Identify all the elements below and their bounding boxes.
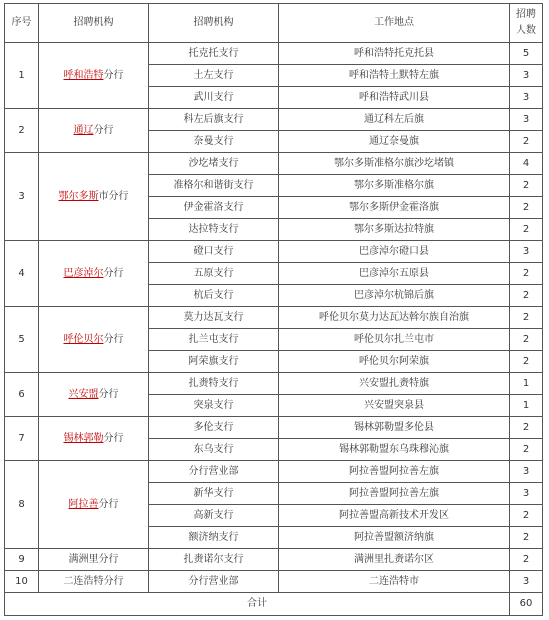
count-cell: 2 [510,439,543,461]
sub-branch-cell: 扎兰屯支行 [149,329,279,351]
branch-cell [39,461,149,549]
location-cell: 阿拉善盟高新技术开发区 [279,505,510,527]
table-row [5,417,543,439]
sub-branch-cell: 土左支行 [149,65,279,87]
sub-branch-cell: 扎赉诺尔支行 [149,549,279,571]
sub-branch-cell: 杭后支行 [149,285,279,307]
branch-cell [39,241,149,307]
recruitment-table [4,3,543,616]
header-count-line1: 招聘 [516,9,536,20]
table-row [5,153,543,175]
location-cell: 锡林郭勒盟多伦县 [279,417,510,439]
count-cell: 2 [510,131,543,153]
branch-suffix: 市分行 [98,190,129,202]
location-cell: 二连浩特市 [279,571,510,593]
header-sub-branch: 招聘机构 [149,4,279,43]
branch-suffix: 分行 [98,498,119,510]
count-cell: 3 [510,461,543,483]
count-cell: 2 [510,307,543,329]
location-cell: 兴安盟突泉县 [279,395,510,417]
sub-branch-cell: 突泉支行 [149,395,279,417]
city-link[interactable]: 兴安盟 [68,388,99,400]
branch-cell [39,307,149,373]
sub-branch-cell: 武川支行 [149,87,279,109]
table-row [5,109,543,131]
branch-suffix: 分行 [103,333,124,345]
branch-cell [39,153,149,241]
branch-cell [39,571,149,593]
location-cell: 呼和浩特土默特左旗 [279,65,510,87]
count-cell: 2 [510,175,543,197]
city-link[interactable]: 鄂尔多斯 [58,190,99,202]
seq-cell: 8 [5,461,39,549]
city-link[interactable]: 通辽 [73,124,94,136]
header-count [510,4,543,43]
branch-suffix: 二连浩特分行 [63,575,124,587]
count-cell: 2 [510,329,543,351]
table-row [5,43,543,65]
seq-cell: 1 [5,43,39,109]
seq-cell: 2 [5,109,39,153]
branch-suffix: 分行 [103,432,124,444]
location-cell: 鄂尔多斯准格尔旗沙圪堵镇 [279,153,510,175]
sub-branch-cell: 准格尔和谐街支行 [149,175,279,197]
branch-suffix: 满洲里分行 [68,553,119,565]
table-row [5,241,543,263]
city-link[interactable]: 呼和浩特 [63,69,104,81]
header-branch: 招聘机构 [39,4,149,43]
location-cell: 呼伦贝尔莫力达瓦达斡尔族自治旗 [279,307,510,329]
count-cell: 4 [510,153,543,175]
branch-cell [39,417,149,461]
total-label: 合计 [5,593,510,616]
count-cell: 3 [510,87,543,109]
sub-branch-cell: 分行营业部 [149,571,279,593]
location-cell: 鄂尔多斯准格尔旗 [279,175,510,197]
location-cell: 呼伦贝尔阿荣旗 [279,351,510,373]
location-cell: 锡林郭勒盟东乌珠穆沁旗 [279,439,510,461]
seq-cell: 3 [5,153,39,241]
sub-branch-cell: 高新支行 [149,505,279,527]
city-link[interactable]: 锡林郭勒 [63,432,104,444]
branch-cell [39,549,149,571]
count-cell: 3 [510,483,543,505]
table-row [5,373,543,395]
location-cell: 呼伦贝尔扎兰屯市 [279,329,510,351]
count-cell: 2 [510,527,543,549]
table-body [5,43,543,616]
branch-cell [39,43,149,109]
count-cell: 5 [510,43,543,65]
location-cell: 通辽奈曼旗 [279,131,510,153]
branch-suffix: 分行 [103,267,124,279]
table-row [5,571,543,593]
seq-cell: 5 [5,307,39,373]
sub-branch-cell: 沙圪堵支行 [149,153,279,175]
seq-cell: 7 [5,417,39,461]
location-cell: 阿拉善盟阿拉善左旗 [279,461,510,483]
branch-cell [39,109,149,153]
location-cell: 阿拉善盟额济纳旗 [279,527,510,549]
sub-branch-cell: 五原支行 [149,263,279,285]
count-cell: 2 [510,263,543,285]
location-cell: 呼和浩特托克托县 [279,43,510,65]
branch-suffix: 分行 [103,69,124,81]
header-row [5,4,543,43]
header-count-line2: 人数 [516,25,536,36]
location-cell: 阿拉善盟阿拉善左旗 [279,483,510,505]
location-cell: 呼和浩特武川县 [279,87,510,109]
location-cell: 巴彦淖尔杭锦后旗 [279,285,510,307]
count-cell: 3 [510,109,543,131]
count-cell: 2 [510,417,543,439]
count-cell: 2 [510,285,543,307]
seq-cell: 4 [5,241,39,307]
count-cell: 2 [510,219,543,241]
count-cell: 1 [510,395,543,417]
location-cell: 满洲里扎赉诺尔区 [279,549,510,571]
sub-branch-cell: 达拉特支行 [149,219,279,241]
seq-cell: 9 [5,549,39,571]
sub-branch-cell: 阿荣旗支行 [149,351,279,373]
table-row [5,461,543,483]
sub-branch-cell: 分行营业部 [149,461,279,483]
count-cell: 3 [510,241,543,263]
location-cell: 通辽科左后旗 [279,109,510,131]
sub-branch-cell: 磴口支行 [149,241,279,263]
count-cell: 2 [510,505,543,527]
location-cell: 巴彦淖尔五原县 [279,263,510,285]
branch-cell [39,373,149,417]
location-cell: 兴安盟扎赉特旗 [279,373,510,395]
table-row [5,549,543,571]
header-seq: 序号 [5,4,39,43]
city-link[interactable]: 呼伦贝尔 [63,333,104,345]
city-link[interactable]: 巴彦淖尔 [63,267,104,279]
city-link[interactable]: 阿拉善 [68,498,99,510]
branch-suffix: 分行 [98,388,119,400]
sub-branch-cell: 莫力达瓦支行 [149,307,279,329]
sub-branch-cell: 多伦支行 [149,417,279,439]
total-count: 60 [510,593,543,616]
seq-cell: 10 [5,571,39,593]
branch-suffix: 分行 [93,124,114,136]
count-cell: 3 [510,65,543,87]
sub-branch-cell: 扎赉特支行 [149,373,279,395]
sub-branch-cell: 托克托支行 [149,43,279,65]
count-cell: 2 [510,549,543,571]
sub-branch-cell: 东乌支行 [149,439,279,461]
header-location: 工作地点 [279,4,510,43]
location-cell: 鄂尔多斯伊金霍洛旗 [279,197,510,219]
sub-branch-cell: 额济纳支行 [149,527,279,549]
seq-cell: 6 [5,373,39,417]
sub-branch-cell: 科左后旗支行 [149,109,279,131]
location-cell: 巴彦淖尔磴口县 [279,241,510,263]
location-cell: 鄂尔多斯达拉特旗 [279,219,510,241]
count-cell: 2 [510,197,543,219]
table-row [5,307,543,329]
count-cell: 3 [510,571,543,593]
total-row [5,593,543,616]
sub-branch-cell: 新华支行 [149,483,279,505]
count-cell: 1 [510,373,543,395]
sub-branch-cell: 奈曼支行 [149,131,279,153]
count-cell: 2 [510,351,543,373]
sub-branch-cell: 伊金霍洛支行 [149,197,279,219]
